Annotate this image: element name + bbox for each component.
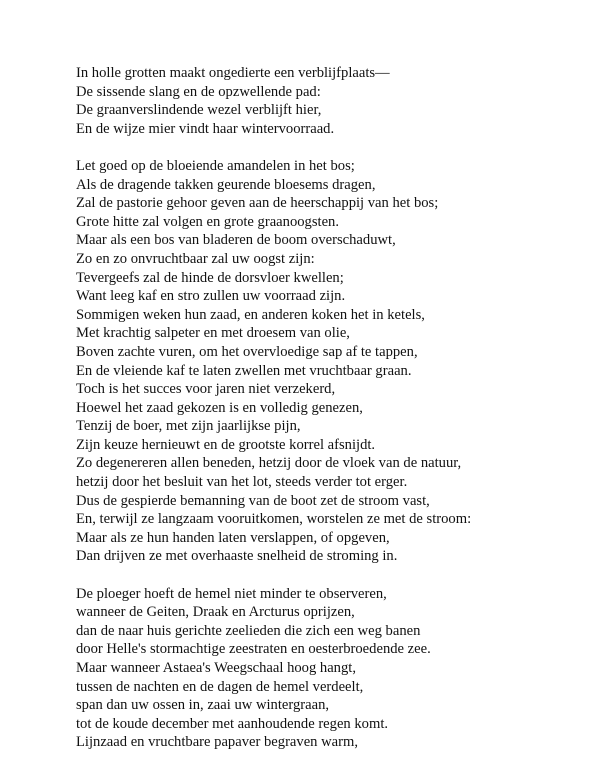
poem-stanza xyxy=(76,157,586,566)
poem-line: hetzij door het besluit van het lot, steeds verder tot erger. xyxy=(76,474,408,491)
poem-text xyxy=(76,64,586,771)
poem-line: Boven zachte vuren, om het overvloedige sap af te tappen, xyxy=(76,343,418,360)
poem-line: Als de dragende takken geurende bloesems dragen, xyxy=(76,176,376,193)
poem-line: tussen de nachten en de dagen de hemel verdeelt, xyxy=(76,678,364,695)
poem-line: Zijn keuze hernieuwt en de grootste korrel afsnijdt. xyxy=(76,436,376,453)
poem-line: Zal de pastorie gehoor geven aan de heerschappij van het bos; xyxy=(76,195,439,212)
poem-line: Grote hitte zal volgen en grote graanoogsten. xyxy=(76,213,340,230)
poem-line: Dan drijven ze met overhaaste snelheid de stroming in. xyxy=(76,548,398,565)
poem-line: En, terwijl ze langzaam vooruitkomen, worstelen ze met de stroom: xyxy=(76,511,472,528)
poem-stanza xyxy=(76,585,586,752)
poem-line: En de vleiende kaf te laten zwellen met vruchtbaar graan. xyxy=(76,362,412,379)
poem-line: Toch is het succes voor jaren niet verzekerd, xyxy=(76,381,336,398)
poem-line: Zo degenereren allen beneden, hetzij door de vloek van de natuur, xyxy=(76,455,462,472)
poem-line: Lijnzaad en vruchtbare papaver begraven warm, xyxy=(76,734,358,751)
poem-line: Sommigen weken hun zaad, en anderen koken het in ketels, xyxy=(76,306,425,323)
poem-line: Want leeg kaf en stro zullen uw voorraad zijn. xyxy=(76,288,346,305)
poem-line: wanneer de Geiten, Draak en Arcturus oprijzen, xyxy=(76,604,355,621)
poem-line: door Helle's stormachtige zeestraten en oesterbroedende zee. xyxy=(76,641,431,658)
poem-stanza xyxy=(76,64,586,138)
poem-line: De graanverslindende wezel verblijft hier, xyxy=(76,102,322,119)
poem-line: Met krachtig salpeter en met droesem van olie, xyxy=(76,325,350,342)
poem-line: Zo en zo onvruchtbaar zal uw oogst zijn: xyxy=(76,250,315,267)
poem-line: Let goed op de bloeiende amandelen in het bos; xyxy=(76,157,355,174)
poem-line: tot de koude december met aanhoudende regen komt. xyxy=(76,715,389,732)
poem-line: En de wijze mier vindt haar wintervoorraad. xyxy=(76,120,335,137)
poem-line: Maar als een bos van bladeren de boom overschaduwt, xyxy=(76,232,396,249)
poem-line: De ploeger hoeft de hemel niet minder te observeren, xyxy=(76,585,387,602)
poem-line: Tenzij de boer, met zijn jaarlijkse pijn, xyxy=(76,418,301,435)
poem-line: Maar wanneer Astaea's Weegschaal hoog hangt, xyxy=(76,660,356,676)
poem-line: Maar als ze hun handen laten verslappen, of opgeven, xyxy=(76,529,390,546)
poem-line: Dus de gespierde bemanning van de boot zet de stroom vast, xyxy=(76,492,430,509)
poem-line: In holle grotten maakt ongedierte een verblijfplaats— xyxy=(76,65,390,81)
poem-line: dan de naar huis gerichte zeelieden die zich een weg banen xyxy=(76,622,421,639)
poem-line: span dan uw ossen in, zaai uw wintergraan, xyxy=(76,697,330,714)
poem-line: Hoewel het zaad gekozen is en volledig genezen, xyxy=(76,399,363,416)
poem-line: De sissende slang en de opzwellende pad: xyxy=(76,83,321,100)
poem-line: Tevergeefs zal de hinde de dorsvloer kwellen; xyxy=(76,269,344,286)
